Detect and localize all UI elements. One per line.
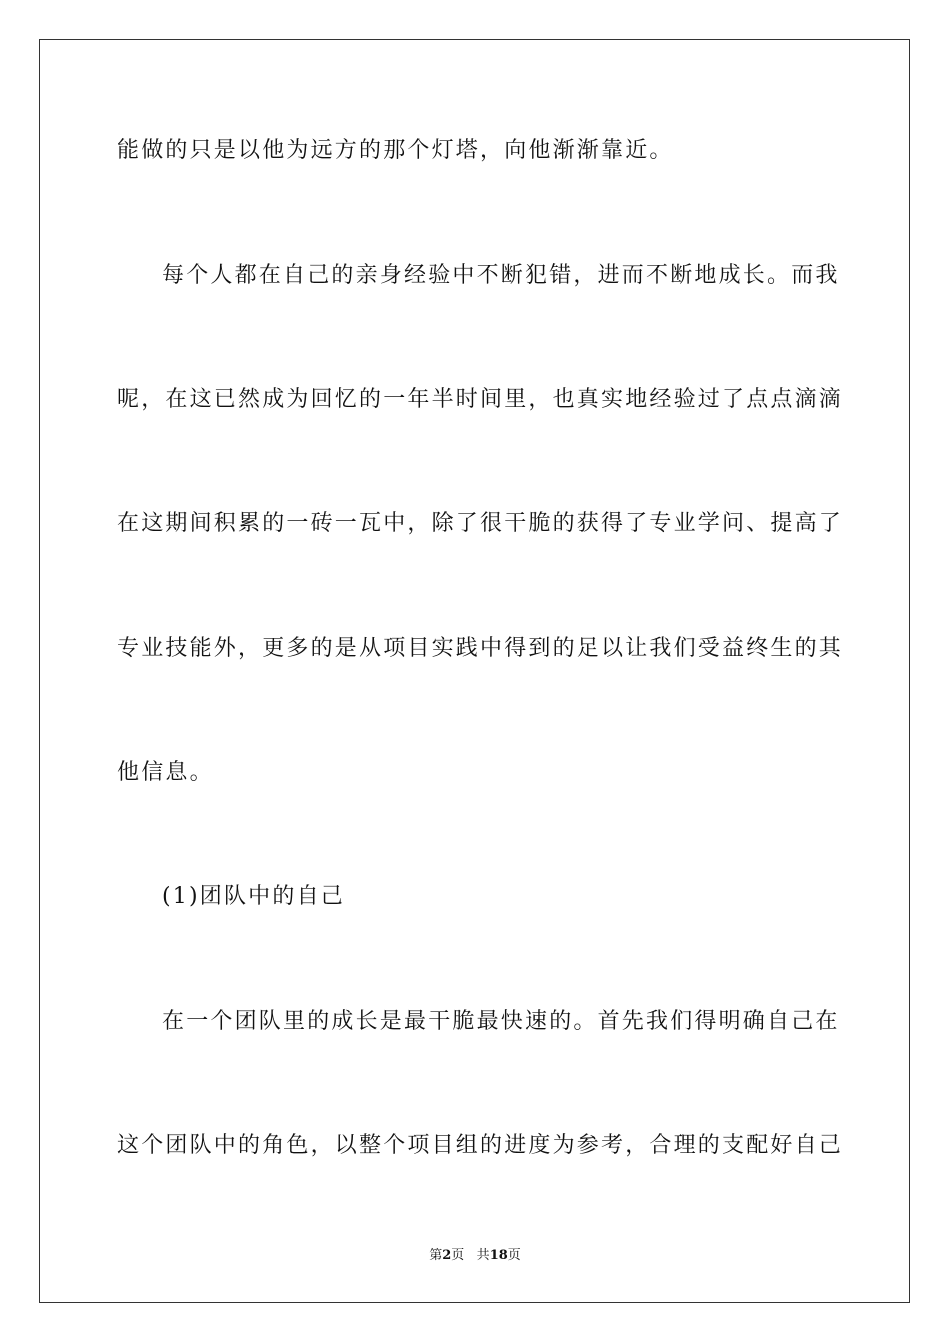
body-line-7: 在一个团队里的成长是最干脆最快速的。首先我们得明确自己在	[162, 1009, 840, 1034]
page-border	[39, 39, 910, 1303]
total-suffix: 页	[507, 1248, 521, 1263]
total-prefix: 共	[476, 1248, 490, 1263]
body-line-1: 能做的只是以他为远方的那个灯塔，向他渐渐靠近。	[117, 138, 674, 163]
body-line-5: 专业技能外，更多的是从项目实践中得到的足以让我们受益终生的其	[117, 636, 844, 661]
page-number: 2	[442, 1248, 452, 1263]
section-heading: (1)团队中的自己	[162, 884, 345, 909]
body-line-6: 他信息。	[117, 760, 214, 785]
page-suffix: 页	[451, 1248, 465, 1263]
page-prefix: 第	[429, 1248, 443, 1263]
body-line-4: 在这期间积累的一砖一瓦中，除了很干脆的获得了专业学问、提高了	[117, 511, 844, 536]
page-footer	[0, 1248, 950, 1264]
body-line-8: 这个团队中的角色，以整个项目组的进度为参考，合理的支配好自己	[117, 1133, 844, 1158]
body-line-2: 每个人都在自己的亲身经验中不断犯错，进而不断地成长。而我	[162, 263, 840, 288]
body-line-3: 呢，在这已然成为回忆的一年半时间里，也真实地经验过了点点滴滴	[117, 387, 844, 412]
total-pages: 18	[489, 1248, 508, 1263]
